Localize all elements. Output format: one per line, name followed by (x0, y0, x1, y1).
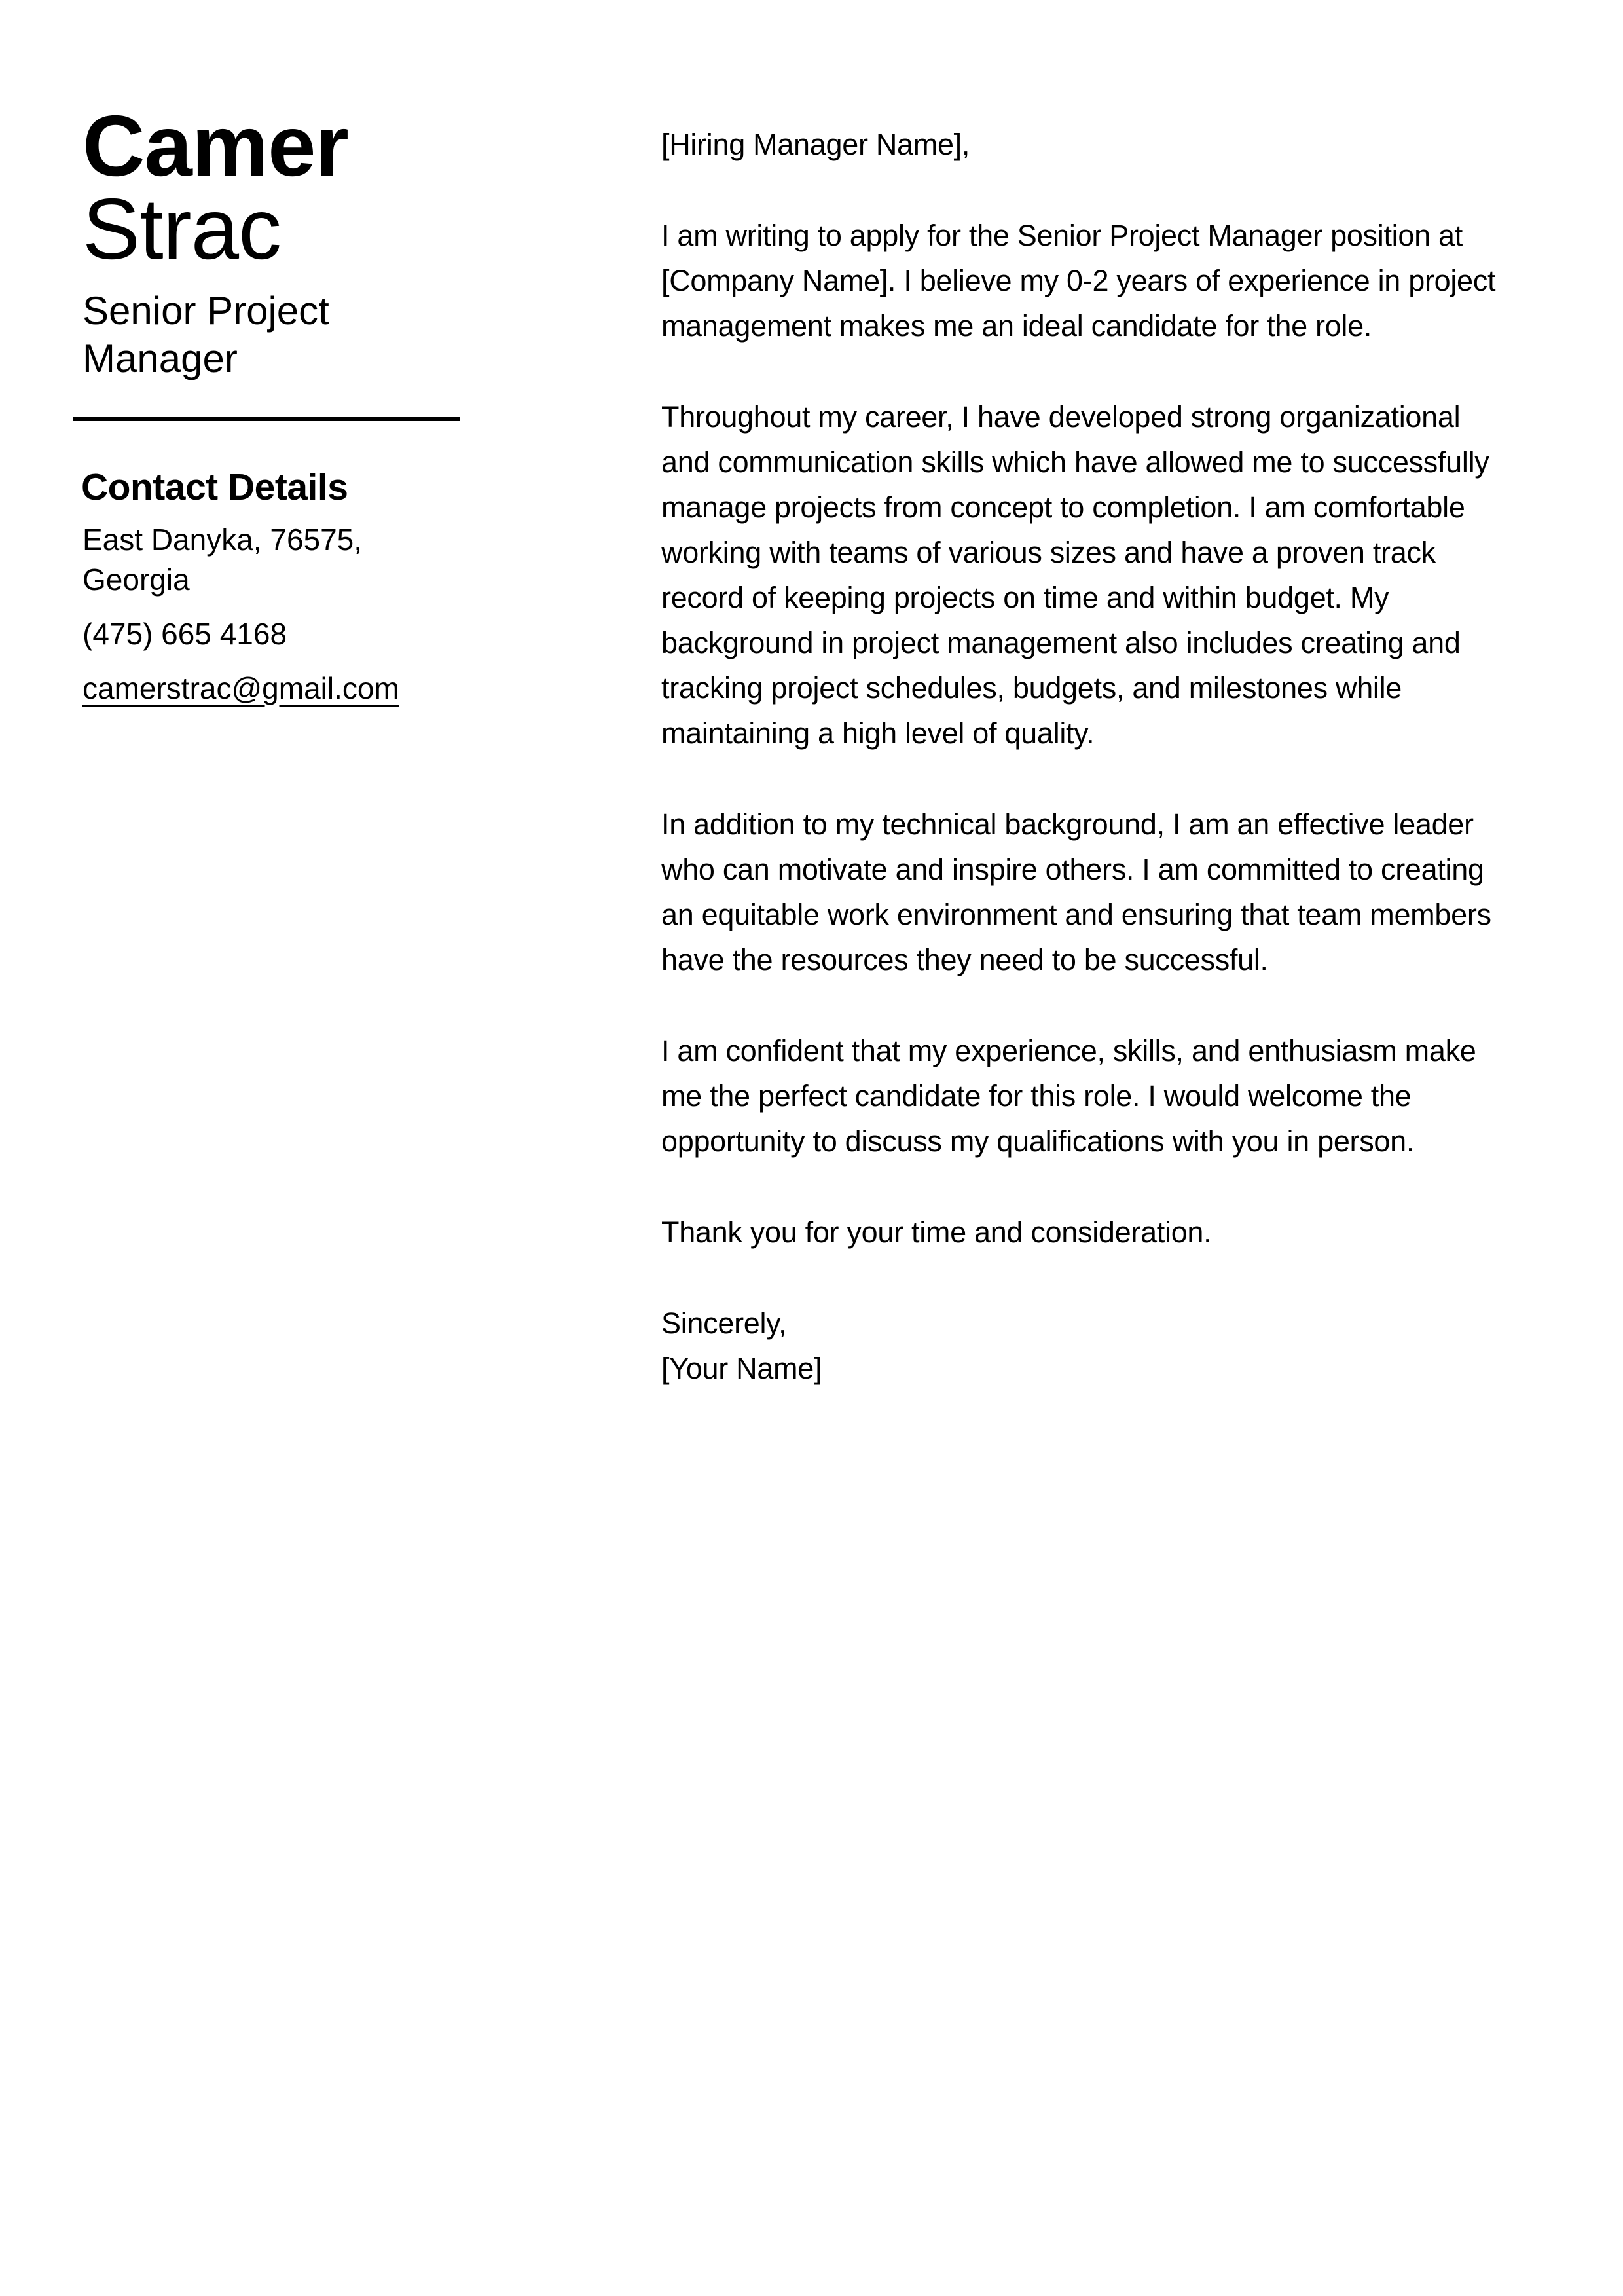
contact-address-line-1: East Danyka, 76575, (82, 523, 363, 557)
thanks-line: Thank you for your time and consideration. (661, 1215, 1212, 1249)
candidate-name (82, 98, 348, 277)
sidebar (82, 0, 462, 2296)
contact-address-line-2: Georgia (82, 563, 190, 597)
letter-paragraph-3: In addition to my technical background, I am an effective leader who can motivate and inspire others. I am committed to creating an equitable work environment and ensuring that team members have the resources they need to be successful. (661, 807, 1491, 976)
contact-address (82, 520, 462, 600)
letter-paragraph-1: I am writing to apply for the Senior Project Manager position at [Company Name]. I believe my 0-2 years of experience in project management makes me an ideal candidate for the role. (661, 219, 1496, 343)
signoff-name: [Your Name] (661, 1352, 822, 1385)
candidate-first-name: Camer (82, 98, 348, 194)
signoff-block (661, 1301, 1512, 1391)
letter-paragraph-4: I am confident that my experience, skills, and enthusiasm make me the perfect candidate for this role. I would welcome the opportunity to discuss my qualifications with you in person. (661, 1034, 1476, 1158)
contact-phone: (475) 665 4168 (82, 617, 287, 651)
letter-paragraph-2: Throughout my career, I have developed strong organizational and communication skills which have allowed me to successfully manage projects from concept to completion. I am comfortable working with teams of various sizes and have a proven track record of keeping projects on time and within budget. My background in project management also includes creating and tracking project schedules, budgets, and milestones while maintaining a high level of quality. (661, 400, 1489, 750)
letter-body (661, 122, 1512, 1437)
greeting-line: [Hiring Manager Name], (661, 128, 970, 161)
signoff-salutation: Sincerely, (661, 1306, 787, 1340)
job-title: Senior Project Manager (82, 289, 329, 380)
candidate-last-name: Strac (82, 181, 282, 277)
contact-email (82, 669, 462, 709)
contact-email-link[interactable]: camerstrac@gmail.com (82, 671, 399, 705)
divider-line (73, 417, 460, 421)
contact-list (82, 520, 462, 723)
contact-details-heading: Contact Details (81, 466, 348, 508)
